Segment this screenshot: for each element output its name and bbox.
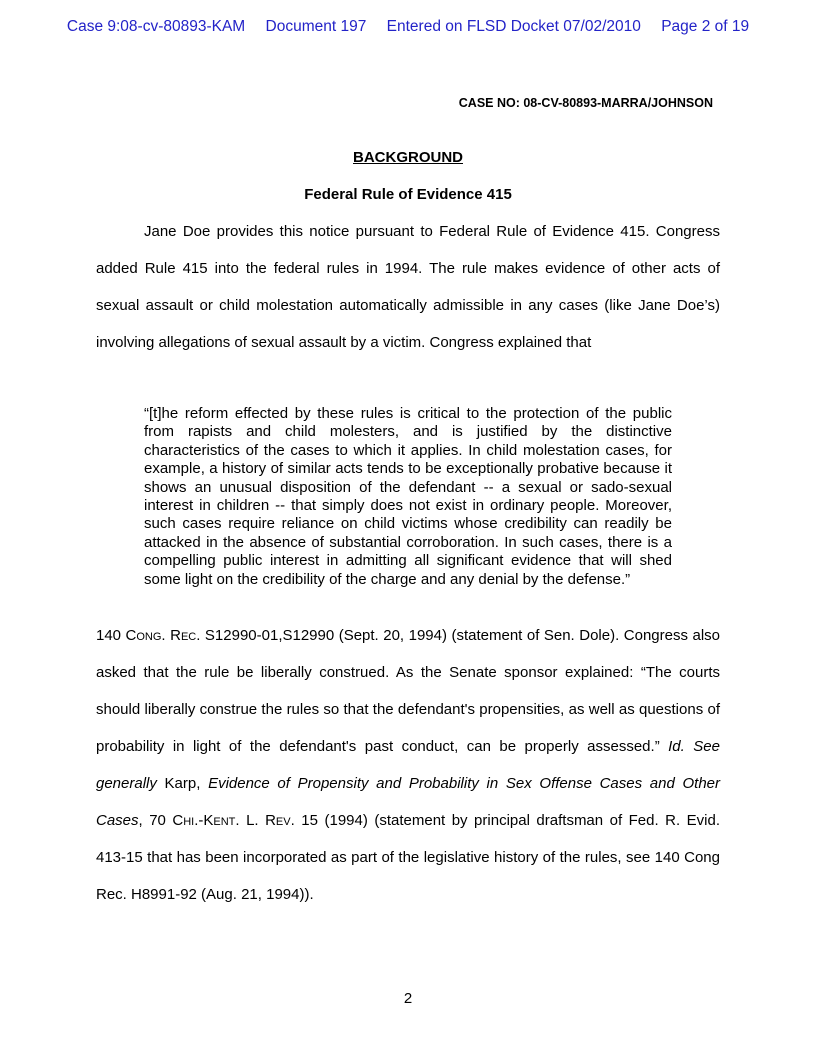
citation-journal: Chi.-Kent. L. Rev. <box>172 812 295 829</box>
subsection-heading-rule-415: Federal Rule of Evidence 415 <box>304 186 512 203</box>
docket-case-number: Case 9:08-cv-80893-KAM <box>66 18 246 35</box>
citation-congressional-record: Cong. Rec. <box>125 627 201 644</box>
paragraph-citation: 140 Cong. Rec. S12990-01,S12990 (Sept. 20, 1994) (statement of Sen. Dole). Congress also asked that the rule be liberally construed. As the Senate sponsor explained: “The courts should liberally construe the rules so that the defendant's propensities, as well as questions of probability in light of the defendant's past conduct, can be properly assessed.” Id. See generally Karp, Evidence of Propensity and Probability in Sex Offense Cases and Other Cases, 70 Chi.-Kent. L. Rev. 15 (1994) (statement by principal draftsman of Fed. R. Evid. 413-15 that has been incorporated as part of the legislative history of the rules, see 140 Cong Rec. H8991-92 (Aug. 21, 1994)). <box>96 627 721 903</box>
docket-header <box>0 18 816 36</box>
page-number: 2 <box>403 990 413 1007</box>
paragraph-notice <box>96 213 720 361</box>
citation-id: Id. <box>668 738 685 755</box>
paragraph-notice-text: Jane Doe provides this notice pursuant to Federal Rule of Evidence 415. Congress added Rule 415 into the federal rules in 1994. The rule makes evidence of other acts of sexual assault or child molestation automatically admissible in any cases (like Jane Doe’s) involving allegations of sexual assault by a victim. Congress explained that <box>96 223 720 351</box>
docket-entered-date: Entered on FLSD Docket 07/02/2010 <box>386 18 641 35</box>
citation-article-title: Evidence of Propensity and Probability in Sex Offense Cases and Other Cases <box>96 775 720 829</box>
section-heading-background: BACKGROUND <box>353 149 463 166</box>
docket-page-indicator: Page 2 of 19 <box>661 18 750 35</box>
docket-document-number: Document 197 <box>265 18 367 35</box>
citation-see-generally: See generally <box>96 738 720 792</box>
block-quote-congress: “[t]he reform effected by these rules is critical to the protection of the public from rapists and child molesters, and is justified by the distinctive characteristics of the cases to which it applies. In child molestation cases, for example, a history of similar acts tends to be exceptionally probative because it shows an unusual disposition of the defendant -- a sexual or sado-sexual interest in children -- that simply does not exist in ordinary people. Moreover, such cases require reliance on child victims whose credibility can readily be attacked in the absence of substantial corroboration. In such cases, there is a compelling public interest in admitting all significant evidence that will shed some light on the credibility of the charge and any denial by the defense.” <box>144 405 672 588</box>
case-number-caption: CASE NO: 08-CV-80893-MARRA/JOHNSON <box>458 96 713 110</box>
